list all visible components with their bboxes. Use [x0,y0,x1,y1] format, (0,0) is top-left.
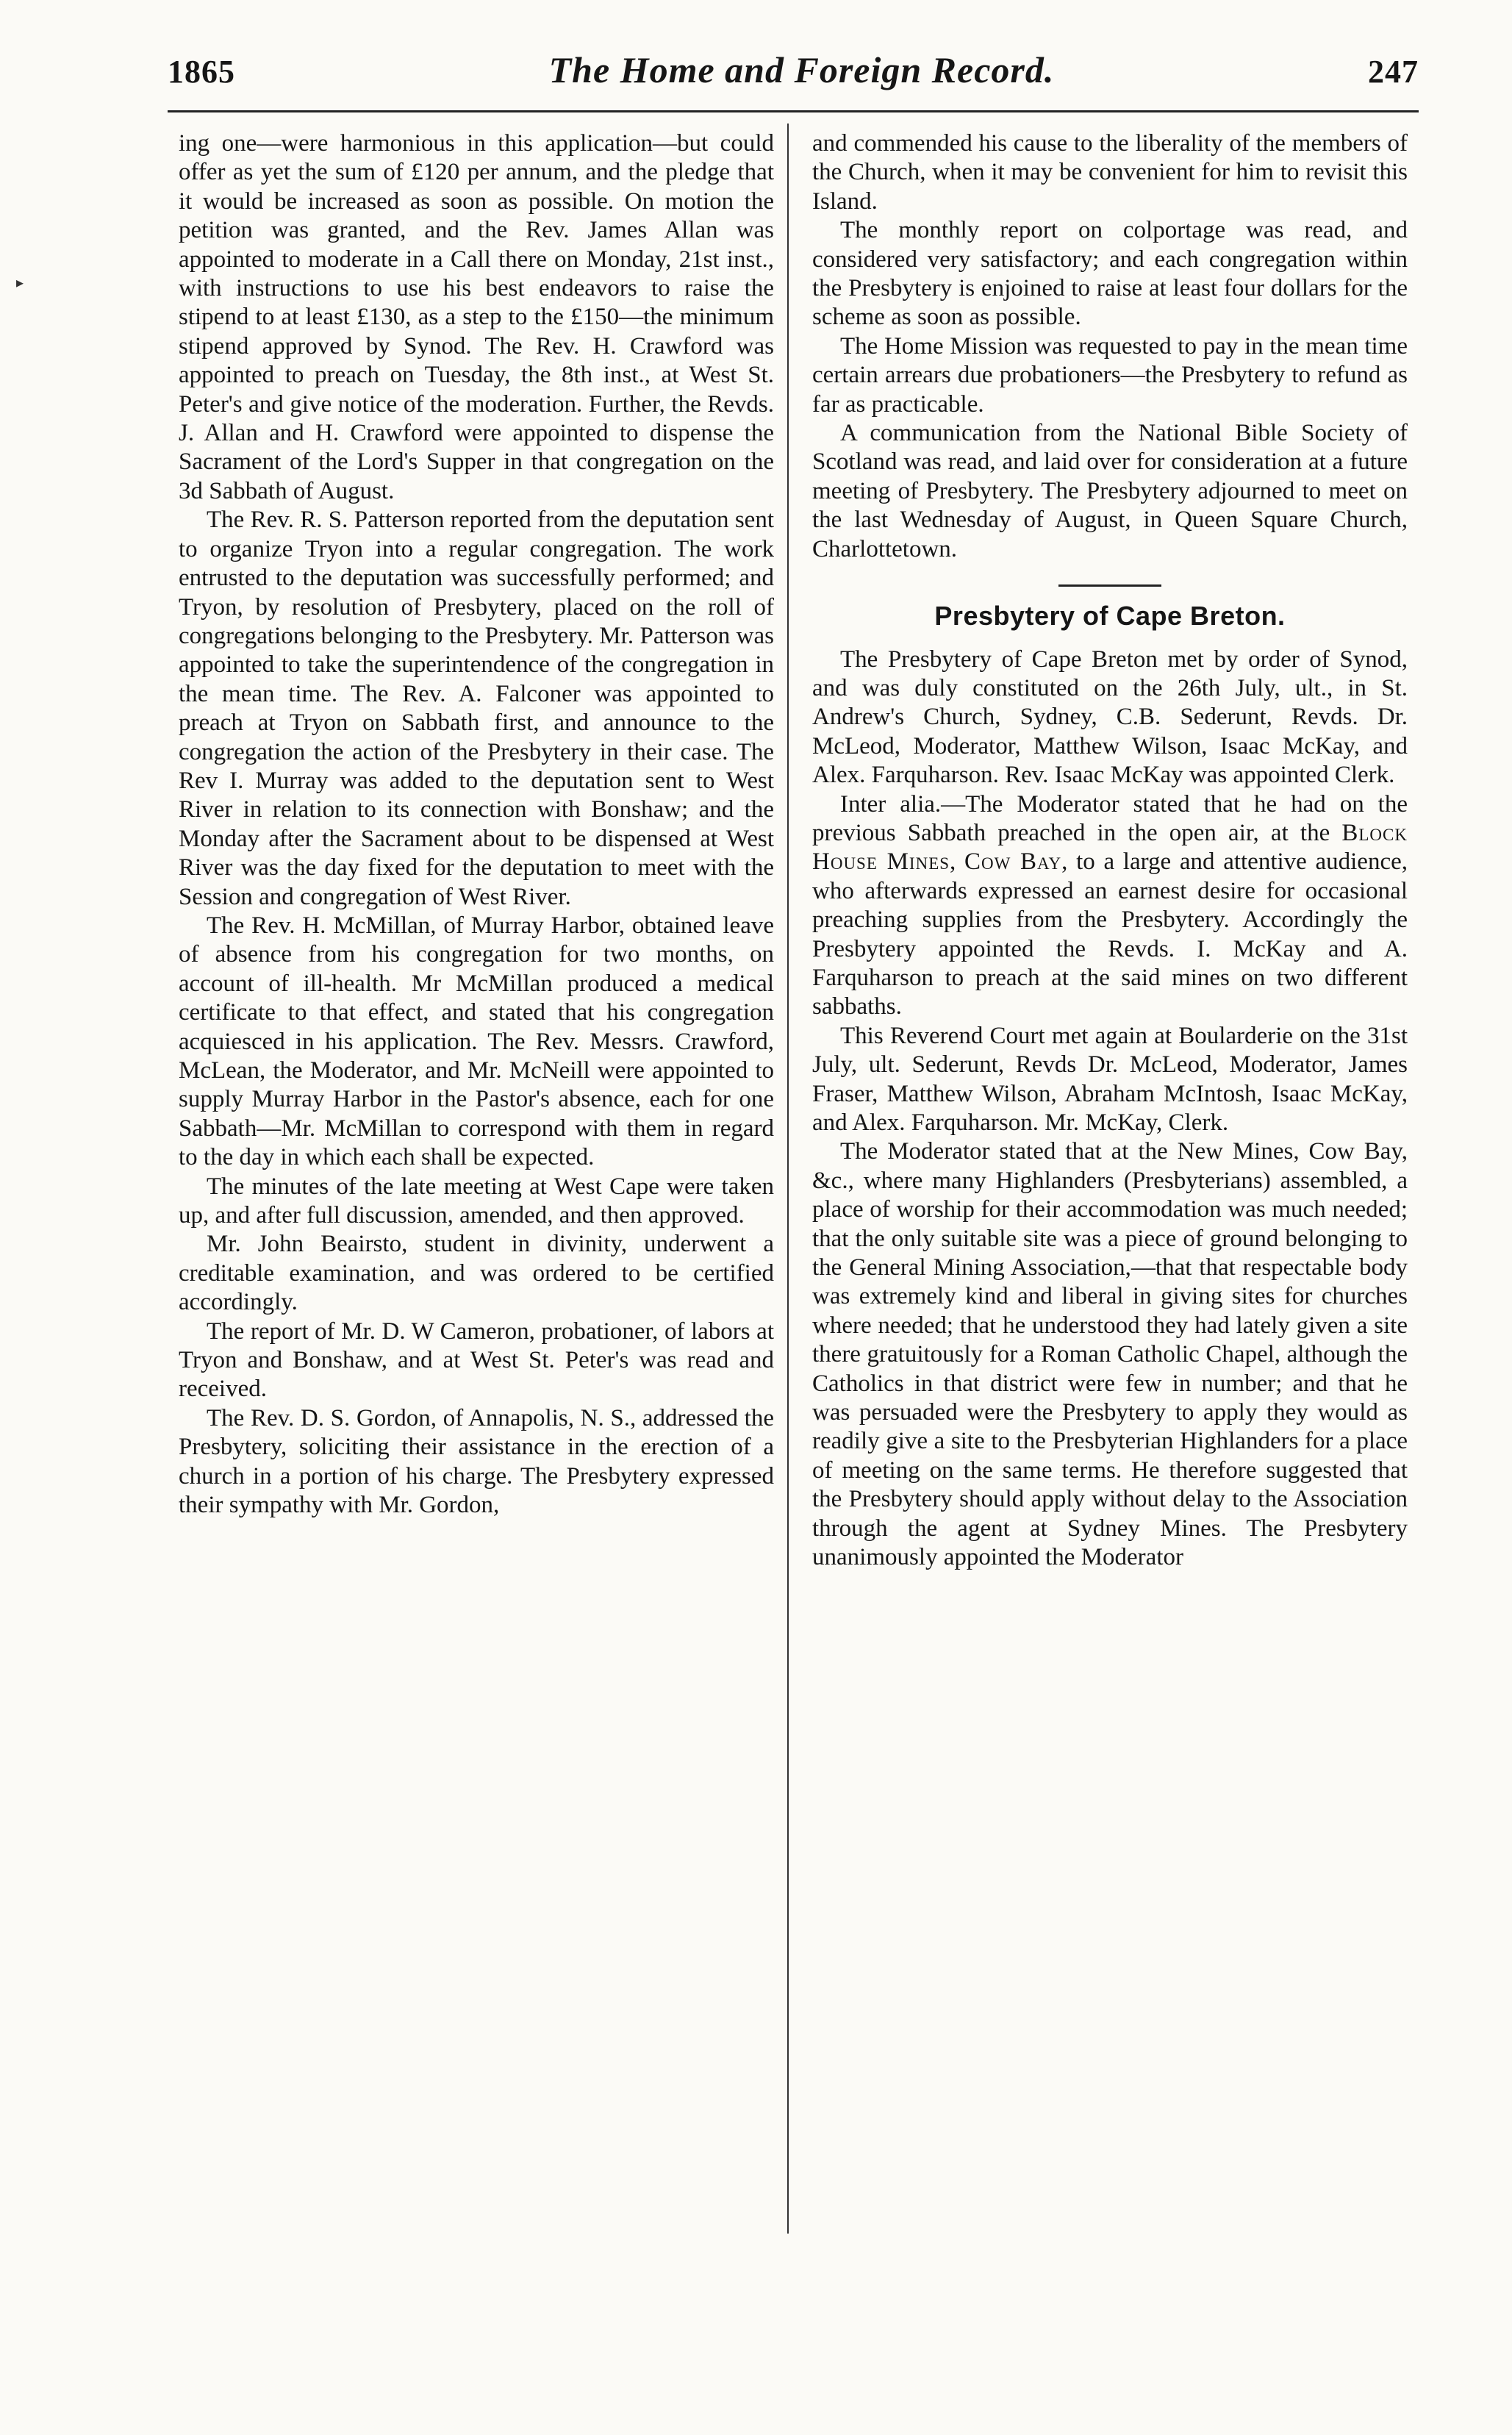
place-name: Block House Mines [812,819,1408,876]
right-column [812,129,1408,1573]
paragraph: The Presbytery of Cape Breton met by order of Synod, and was duly constituted on the 26th July, ult., in St. Andrew's Church, Sydney, C.B. Sederunt, Revds. Dr. McLeod, Moderator, Matthew Wilson, Isaac McKay, and Alex. Farquharson. Rev. Isaac McKay was appointed Clerk. [812,646,1408,789]
paragraph: A communication from the National Bible Society of Scotland was read, and laid over for consideration at a future meeting of Presbytery. The Presbytery adjourned to meet on the last Wednesday of August, in Queen Square Church, Charlottetown. [812,420,1408,562]
margin-mark: ▸ [16,275,24,291]
text-run: Inter alia.—The Moderator stated that he had on the previous Sabbath preached in the open air, at the [812,790,1408,846]
paragraph: The report of Mr. D. W Cameron, probationer, of labors at Tryon and Bonshaw, and at West St. Peter's was read and received. [179,1317,774,1403]
paragraph: and commended his cause to the liberality of the members of the Church, when it may be convenient for him to revisit this Island. [812,130,1408,215]
paragraph [812,790,1408,1022]
header-rule [168,110,1419,112]
paragraph: Mr. John Beairsto, student in divinity, underwent a creditable examination, and was ordered to be certified accordingly. [179,1231,774,1316]
paragraph: The Rev. D. S. Gordon, of Annapolis, N. S., addressed the Presbytery, soliciting their assistance in the erection of a church in a portion of his charge. The Presbytery expressed their sympathy with Mr. Gordon, [179,1404,774,1519]
paragraph: The Moderator stated that at the New Mines, Cow Bay, &c., where many Highlanders (Presbyterians) assembled, a place of worship for their accommodation was much needed; that the only suitable site was a piece of ground belonging to the General Mining Association,—that that respectable body was extremely kind and liberal in giving sites for churches where needed; that he understood they had lately given a site there gratuitously for a Roman Catholic Chapel, although the Catholics in that district were few in number; and that he was persuaded were the Presbytery to apply they would as readily give a site to the Presbyterian Highlanders for a place of meeting on the same terms. He therefore suggested that the Presbytery should apply without delay to the Association through the agent at Sydney Mines. The Presbytery unanimously appointed the Moderator [812,1138,1408,1571]
journal-title: The Home and Foreign Record. [548,49,1055,90]
section-separator [1058,584,1161,587]
paragraph: The Rev. H. McMillan, of Murray Harbor, obtained leave of absence from his congregation for two months, on account of ill-health. Mr McMillan produced a medical certificate to that effect, and stated that his congregation acquiesced in his application. The Rev. Messrs. Crawford, McLean, the Moderator, and Mr. McNeill were appointed to supply Murray Harbor in the Pastor's absence, each for one Sabbath—Mr. McMillan to correspond with them in regard to the day in which each shall be expected. [179,912,774,1171]
place-name: Cow Bay [964,848,1062,876]
paragraph: The Home Mission was requested to pay in the mean time certain arrears due probationers—the Presbytery to refund as far as practicable. [812,332,1408,418]
left-column [179,129,774,1520]
paragraph: This Reverend Court met again at Boularderie on the 31st July, ult. Sederunt, Revds Dr. McLeod, Moderator, James Fraser, Matthew Wilson, Abraham McIntosh, Isaac McKay, and Alex. Farquharson. Mr. McKay, Clerk. [812,1022,1408,1136]
section-title: Presbytery of Cape Breton. [934,601,1286,632]
page-header [168,49,1419,100]
paragraph: The monthly report on colportage was read, and considered very satisfactory; and each congregation within the Presbytery is enjoined to raise at least four dollars for the scheme as soon as possible. [812,217,1408,331]
page-number: 247 [1368,54,1419,90]
column-divider [787,124,789,2234]
text-run: , [950,848,964,876]
paragraph: The minutes of the late meeting at West Cape were taken up, and after full discussion, amended, and then approved. [179,1173,774,1229]
paragraph: ing one—were harmonious in this application—but could offer as yet the sum of £120 per annum, and the pledge that it would be increased as soon as possible. On motion the petition was granted, and the Rev. James Allan was appointed to moderate in a Call there on Monday, 21st inst., with instructions to use his best endeavors to raise the stipend to at least £130, as a step to the £150—the minimum stipend approved by Synod. The Rev. H. Crawford was appointed to preach on Tuesday, the 8th inst., at West St. Peter's and give notice of the moderation. Further, the Revds. J. Allan and H. Crawford were appointed to dispense the Sacrament of the Lord's Supper in that congregation on the 3d Sabbath of August. [179,130,774,504]
paragraph: The Rev. R. S. Patterson reported from the deputation sent to organize Tryon into a regular congregation. The work entrusted to the deputation was successfully performed; and Tryon, by resolution of Presbytery, placed on the roll of congregations belonging to the Presbytery. Mr. Patterson was appointed to take the superintendence of the congregation in the mean time. The Rev. A. Falconer was appointed to preach at Tryon on Sabbath first, and announce to the congregation the action of the Presbytery in their case. The Rev I. Murray was added to the deputation sent to West River in relation to its connection with Bonshaw; and the Monday after the Sacrament about to be dispensed at West River was the day fixed for the deputation to meet with the Session and congregation of West River. [179,507,774,910]
header-year: 1865 [168,54,235,90]
text-run: , to a large and attentive audience, who afterwards expressed an earnest desire for occasional preaching supplies from the Presbytery. Accordingly the Presbytery appointed the Revds. I. McKay and A. Farquharson to preach at the said mines on two different sabbaths. [812,848,1408,1020]
